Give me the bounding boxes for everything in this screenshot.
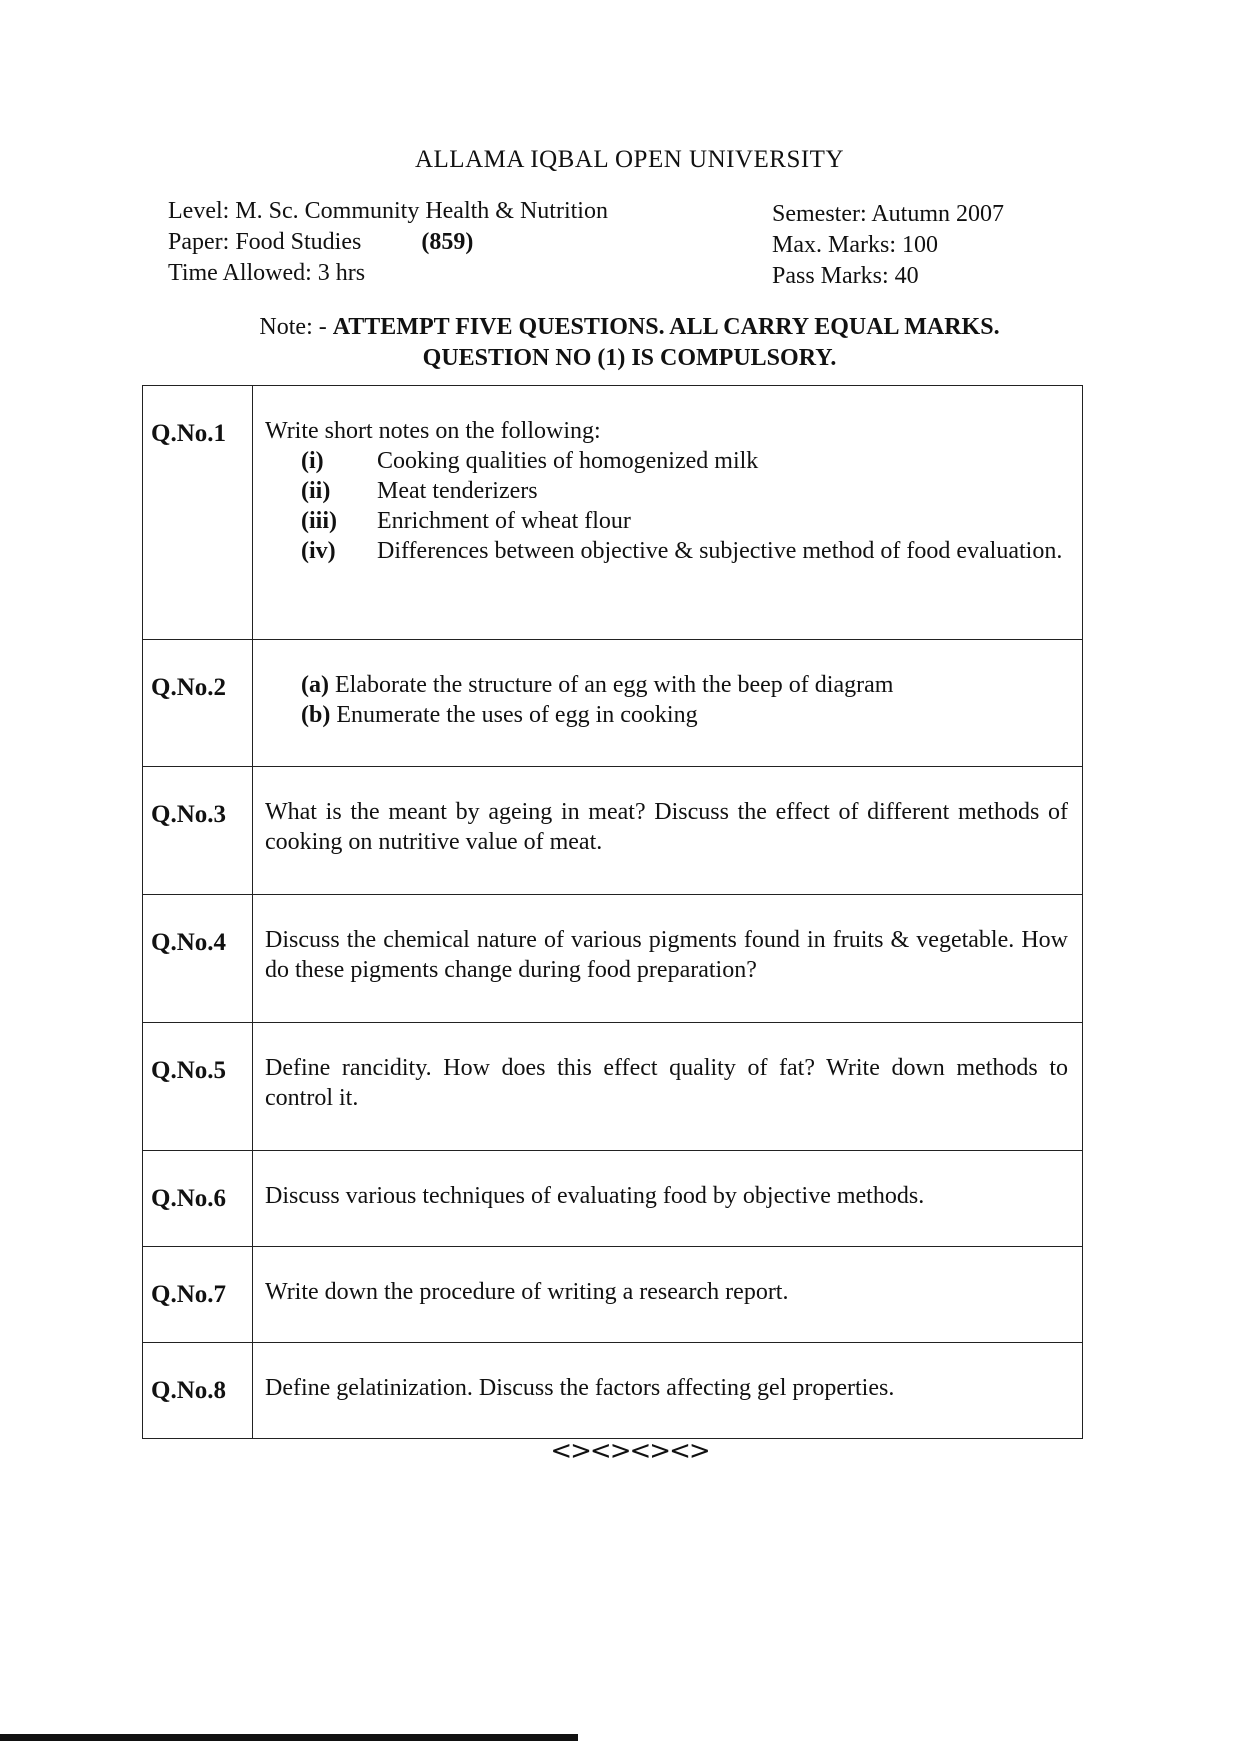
question-part: [301, 670, 1068, 700]
semester: Semester: Autumn 2007: [772, 201, 1004, 227]
question-intro: Write short notes on the following:: [265, 418, 601, 444]
question-row: [143, 1247, 1083, 1343]
question-number: Q.No.2: [143, 640, 253, 767]
part-label: (b): [301, 702, 331, 728]
paper-name: Paper: Food Studies: [168, 229, 362, 255]
level-line: Level: M. Sc. Community Health & Nutrition: [168, 198, 608, 224]
end-of-paper-mark: <><><><>: [550, 1436, 709, 1466]
sub-item: [301, 446, 1068, 476]
questions-table: [142, 385, 1083, 1439]
question-row: [143, 386, 1083, 640]
sub-item-text: Meat tenderizers: [377, 478, 538, 504]
note-compulsory: QUESTION NO (1) IS COMPULSORY.: [422, 345, 837, 371]
pass-marks: Pass Marks: 40: [772, 263, 919, 289]
sub-item: [301, 536, 1068, 566]
question-text: Write down the procedure of writing a research report.: [253, 1247, 1083, 1343]
university-title: ALLAMA IQBAL OPEN UNIVERSITY: [414, 146, 845, 173]
note-instruction: ATTEMPT FIVE QUESTIONS. ALL CARRY EQUAL MARKS.: [332, 314, 1000, 340]
paper-meta-left: [168, 196, 608, 289]
question-text: What is the meant by ageing in meat? Discuss the effect of different methods of cooking on nutritive value of meat.: [253, 767, 1083, 895]
question-number: Q.No.5: [143, 1023, 253, 1151]
question-text: Define gelatinization. Discuss the factors affecting gel properties.: [253, 1343, 1083, 1439]
paper-code: (859): [421, 229, 474, 255]
sub-item-text: Differences between objective & subjective method of food evaluation.: [377, 538, 1063, 564]
sub-item: [301, 476, 1068, 506]
question-row: [143, 767, 1083, 895]
paper-line: [168, 227, 608, 258]
question-text: [253, 640, 1083, 767]
question-number: Q.No.3: [143, 767, 253, 895]
question-number: Q.No.8: [143, 1343, 253, 1439]
part-text: Elaborate the structure of an egg with the beep of diagram: [328, 672, 894, 698]
time-allowed: Time Allowed: 3 hrs: [168, 260, 366, 286]
question-text: [253, 386, 1083, 640]
question-number: Q.No.7: [143, 1247, 253, 1343]
question-row: [143, 640, 1083, 767]
sub-item-text: Cooking qualities of homogenized milk: [377, 448, 759, 474]
question-part: [301, 700, 1068, 730]
question-row: [143, 895, 1083, 1023]
question-text: Discuss various techniques of evaluating food by objective methods.: [253, 1151, 1083, 1247]
sub-item-label: (ii): [301, 478, 331, 504]
max-marks: Max. Marks: 100: [772, 232, 938, 258]
question-number: Q.No.4: [143, 895, 253, 1023]
part-text: Enumerate the uses of egg in cooking: [330, 702, 698, 728]
exam-note: [0, 312, 1259, 374]
sub-item-text: Enrichment of wheat flour: [377, 508, 631, 534]
sub-item-label: (i): [301, 448, 324, 474]
part-label: (a): [301, 672, 329, 698]
question-number: Q.No.1: [143, 386, 253, 640]
question-row: [143, 1023, 1083, 1151]
question-row: [143, 1343, 1083, 1439]
sub-item: [301, 506, 1068, 536]
sub-item-label: (iii): [301, 508, 337, 534]
question-text: Define rancidity. How does this effect quality of fat? Write down methods to control it.: [253, 1023, 1083, 1151]
paper-meta-right: [772, 199, 1004, 292]
question-row: [143, 1151, 1083, 1247]
scan-edge-bar: [0, 1734, 578, 1741]
note-line-2: [0, 343, 1259, 374]
sub-item-label: (iv): [301, 538, 336, 564]
question-number: Q.No.6: [143, 1151, 253, 1247]
question-text: Discuss the chemical nature of various pigments found in fruits & vegetable. How do these pigments change during food preparation?: [253, 895, 1083, 1023]
note-line-1: [0, 312, 1259, 343]
note-prefix: Note: -: [259, 314, 333, 340]
